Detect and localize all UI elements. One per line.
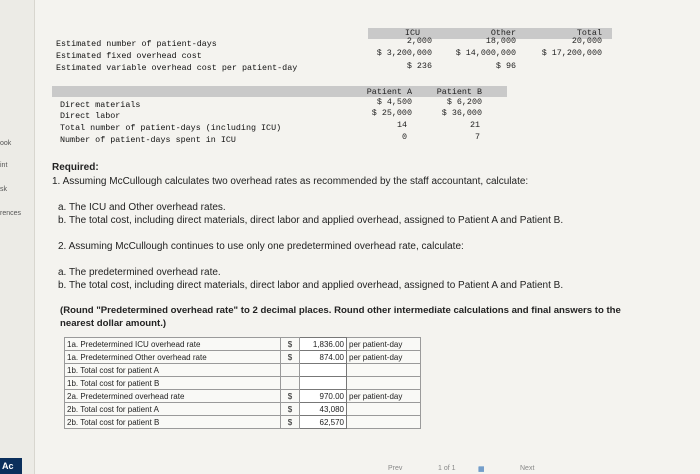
table-row	[65, 338, 421, 351]
col-header-patient-a: Patient A	[366, 87, 412, 97]
sidebar-item-book[interactable]: ook	[0, 140, 12, 147]
row-label: Estimated variable overhead cost per patient-day	[56, 63, 298, 73]
table-cell: $ 25,000	[371, 108, 412, 118]
answer-label: 1a. Predetermined Other overhead rate	[65, 351, 281, 364]
table-cell: $ 14,000,000	[455, 48, 516, 58]
row-label: Direct materials	[60, 100, 141, 110]
sidebar-item-print[interactable]: int	[0, 162, 8, 169]
patient-table	[52, 86, 612, 158]
page-indicator: 1 of 1	[438, 465, 456, 472]
unit-label	[347, 377, 421, 390]
question-2a: a. The predetermined overhead rate.	[58, 267, 221, 278]
currency-symbol: $	[281, 338, 300, 351]
overhead-table	[52, 28, 612, 77]
row-label: Estimated fixed overhead cost	[56, 51, 202, 61]
currency-symbol: $	[281, 403, 300, 416]
row-label: Estimated number of patient-days	[56, 39, 217, 49]
table-cell: $ 236	[406, 61, 432, 71]
answer-label: 2a. Predetermined overhead rate	[65, 390, 281, 403]
question-1a: a. The ICU and Other overhead rates.	[58, 202, 226, 213]
row-label: Number of patient-days spent in ICU	[60, 135, 236, 145]
answer-input-2b-patient-a[interactable]: 43,080	[300, 403, 347, 416]
unit-label	[347, 403, 421, 416]
sidebar-item-references[interactable]: rences	[0, 210, 22, 217]
table-row	[65, 364, 421, 377]
currency-symbol: $	[281, 390, 300, 403]
table-row	[65, 403, 421, 416]
answer-input-1b-patient-a[interactable]	[300, 364, 347, 377]
answer-label: 2b. Total cost for patient B	[65, 416, 281, 429]
currency-symbol	[281, 364, 300, 377]
unit-label	[347, 364, 421, 377]
row-label: Total number of patient-days (including ICU)	[60, 123, 282, 133]
answer-input-2a-rate[interactable]: 970.00	[300, 390, 347, 403]
answer-input-1a-icu-rate[interactable]: 1,836.00	[300, 338, 347, 351]
col-header-patient-b: Patient B	[436, 87, 482, 97]
table-cell: 18,000	[485, 36, 516, 46]
answer-label: 2b. Total cost for patient A	[65, 403, 281, 416]
app-badge: Ac	[0, 458, 22, 474]
table-cell: 14	[396, 120, 407, 130]
grid-icon[interactable]: ▦	[478, 466, 485, 473]
currency-symbol: $	[281, 351, 300, 364]
currency-symbol	[281, 377, 300, 390]
rounding-note: (Round "Predetermined overhead rate" to 2 decimal places. Round other intermediate calculations and final answers to the	[60, 305, 621, 316]
col-header-other: Other	[490, 28, 516, 38]
row-label: Direct labor	[60, 111, 121, 121]
table-cell: 0	[401, 132, 407, 142]
table-cell: $ 4,500	[376, 97, 412, 107]
answer-label: 1b. Total cost for patient B	[65, 377, 281, 390]
answer-table	[64, 337, 421, 429]
answer-input-1a-other-rate[interactable]: 874.00	[300, 351, 347, 364]
next-button[interactable]: Next	[520, 465, 535, 472]
table-cell: $ 96	[495, 61, 516, 71]
table-row	[65, 351, 421, 364]
currency-symbol: $	[281, 416, 300, 429]
answer-label: 1a. Predetermined ICU overhead rate	[65, 338, 281, 351]
prev-button[interactable]: Prev	[388, 465, 403, 472]
question-1b: b. The total cost, including direct materials, direct labor and applied overhead, assigned to Patient A and Patient B.	[58, 215, 564, 226]
table-row	[65, 416, 421, 429]
question-1: 1. Assuming McCullough calculates two overhead rates as recommended by the staff accountant, calculate:	[52, 176, 529, 187]
answer-input-1b-patient-b[interactable]	[300, 377, 347, 390]
table-cell: $ 36,000	[441, 108, 482, 118]
sidebar-item-ask[interactable]: sk	[0, 186, 7, 193]
table-cell: $ 6,200	[446, 97, 482, 107]
left-sidebar	[0, 0, 35, 474]
table-cell: 2,000	[406, 36, 432, 46]
question-2b: b. The total cost, including direct materials, direct labor and applied overhead, assigned to Patient A and Patient B.	[58, 280, 564, 291]
table-cell: 20,000	[571, 36, 602, 46]
unit-label: per patient-day	[347, 390, 421, 403]
table-cell: $ 3,200,000	[376, 48, 432, 58]
col-header-icu: ICU	[404, 28, 420, 38]
table-cell: $ 17,200,000	[541, 48, 602, 58]
answer-label: 1b. Total cost for patient A	[65, 364, 281, 377]
rounding-note-line2: nearest dollar amount.)	[60, 318, 167, 329]
question-2: 2. Assuming McCullough continues to use only one predetermined overhead rate, calculate:	[58, 241, 464, 252]
unit-label: per patient-day	[347, 338, 421, 351]
table-cell: 21	[469, 120, 480, 130]
table-row	[65, 390, 421, 403]
col-header-total: Total	[576, 28, 602, 38]
answer-input-2b-patient-b[interactable]: 62,570	[300, 416, 347, 429]
table-row	[65, 377, 421, 390]
unit-label	[347, 416, 421, 429]
unit-label: per patient-day	[347, 351, 421, 364]
required-heading: Required:	[52, 162, 99, 173]
table-cell: 7	[474, 132, 480, 142]
